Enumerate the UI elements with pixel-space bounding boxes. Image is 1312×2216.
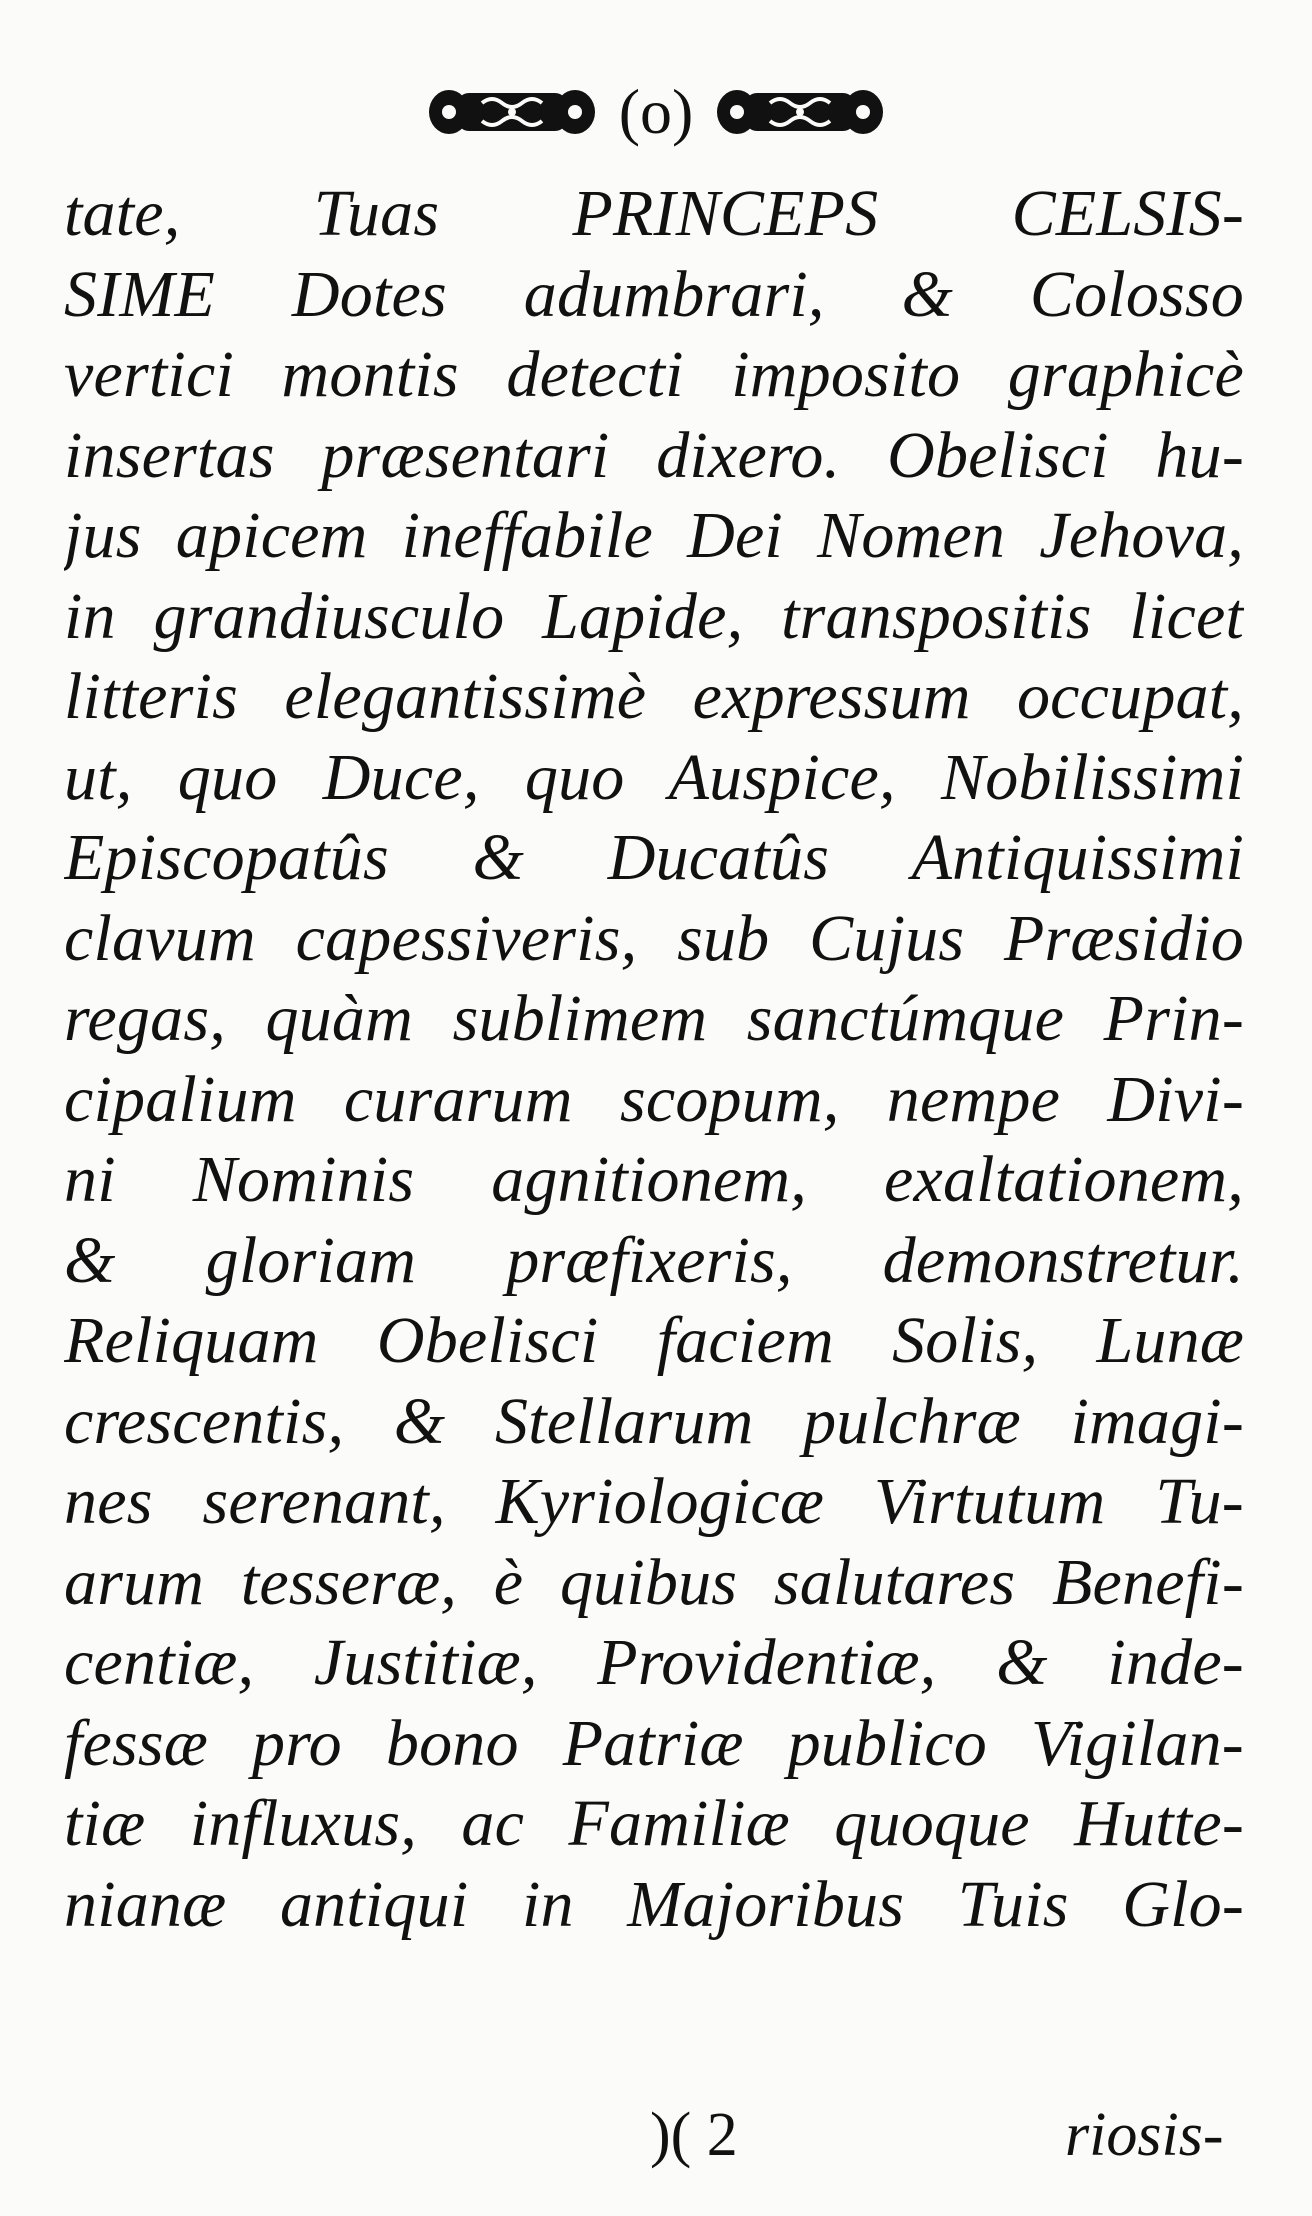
text-line: ni Nominis agnitionem, exaltationem, — [64, 1143, 1244, 1216]
catchword: riosis- — [1065, 2101, 1224, 2169]
text-line: & gloriam præfixeris, demonstretur. — [64, 1223, 1244, 1297]
text-line: cipalium curarum scopum, nempe Divi- — [64, 1062, 1244, 1136]
text-line: tiæ influxus, ac Familiæ quoque Hutte- — [64, 1787, 1244, 1860]
text-line: in grandiusculo Lapide, transpositis licet — [64, 579, 1244, 653]
text-line: ut, quo Duce, quo Auspice, Nobilissimi — [64, 740, 1244, 814]
text-line: vertici montis detecti imposito graphicè — [64, 338, 1244, 411]
text-line: arum tesseræ, è quibus salutares Benefi- — [64, 1545, 1244, 1619]
signature-mark: )( 2 — [650, 2101, 738, 2169]
page-number: (o) — [618, 76, 694, 147]
text-line: litteris elegantissimè expressum occupat, — [64, 660, 1244, 733]
text-line: tate, Tuas PRINCEPS CELSIS- — [64, 177, 1244, 250]
text-line: Episcopatûs & Ducatûs Antiquissimi — [64, 821, 1244, 894]
text-line: nianæ antiqui in Majoribus Tuis Glo- — [64, 1867, 1244, 1941]
text-line: nes serenant, Kyriologicæ Virtutum Tu- — [64, 1465, 1244, 1538]
text-line: clavum capessiveris, sub Cujus Præsidio — [64, 901, 1244, 975]
text-line: insertas præsentari dixero. Obelisci hu- — [64, 418, 1244, 492]
text-line: fessæ pro bono Patriæ publico Vigilan- — [64, 1706, 1244, 1780]
floral-ornament-icon — [427, 81, 597, 143]
text-line: Reliquam Obelisci faciem Solis, Lunæ — [64, 1304, 1244, 1377]
text-line: regas, quàm sublimem sanctúmque Prin- — [64, 982, 1244, 1055]
text-line: centiæ, Justitiæ, Providentiæ, & inde- — [64, 1626, 1244, 1699]
body-text — [64, 174, 1244, 1945]
text-line: jus apicem ineffabile Dei Nomen Jehova, — [64, 499, 1244, 572]
text-line: SIME Dotes adumbrari, & Colosso — [64, 257, 1244, 331]
floral-ornament-icon — [715, 81, 885, 143]
page-header — [0, 62, 1312, 162]
page-footer — [0, 2090, 1312, 2180]
text-line: crescentis, & Stellarum pulchræ imagi- — [64, 1384, 1244, 1458]
